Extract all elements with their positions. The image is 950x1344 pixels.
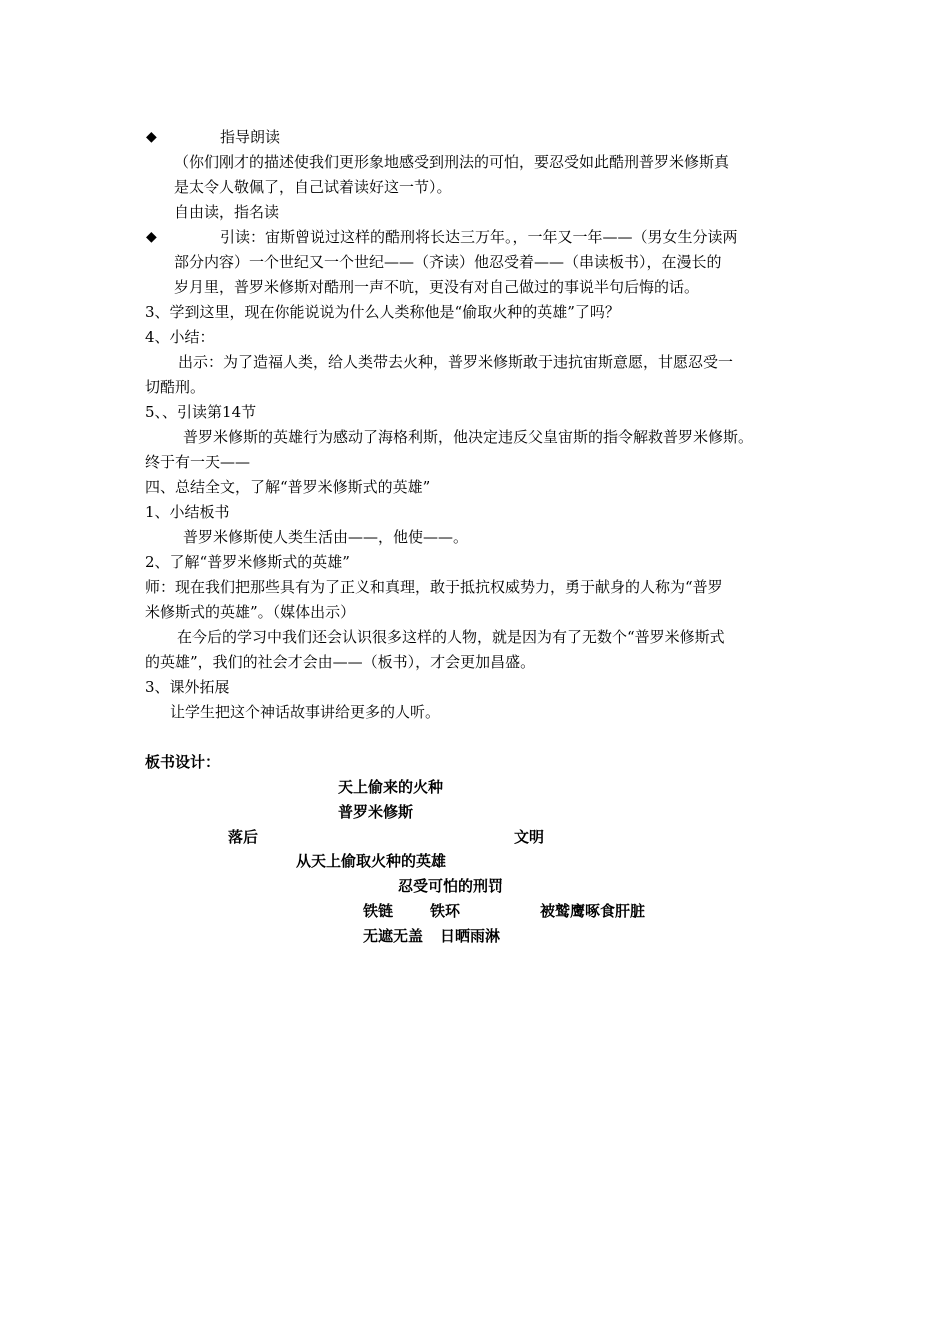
board-left: 落后 — [228, 828, 259, 846]
text-line: 2、了解“普罗米修斯式的英雄” — [145, 553, 350, 571]
board-title: 天上偷来的火种 — [338, 778, 444, 796]
text-line: 4、小结： — [145, 328, 215, 346]
text-line: 切酷刑。 — [145, 378, 206, 396]
bullet-icon: ◆ — [146, 229, 157, 245]
text-line: 引读：宙斯曾说过这样的酷刑将长达三万年。，一年又一年——（男女生分读两 — [220, 228, 738, 246]
board-name: 普罗米修斯 — [338, 803, 414, 821]
board-eagle: 被鹫鹰啄食肝脏 — [540, 902, 646, 920]
board-hero: 从天上偷取火种的英雄 — [296, 852, 447, 870]
text-line: （你们刚才的描述使我们更形象地感受到刑法的可怕，要忍受如此酷刑普罗米修斯真 — [174, 153, 730, 171]
text-line: 师：现在我们把那些具有为了正义和真理，敢于抵抗权威势力，勇于献身的人称为“普罗 — [145, 578, 723, 596]
text-line: 部分内容）一个世纪又一个世纪——（齐读）他忍受着——（串读板书），在漫长的 — [174, 253, 722, 271]
text-line: 1、小结板书 — [145, 503, 230, 521]
text-line: 自由读，指名读 — [174, 203, 280, 221]
board-chain: 铁链 — [363, 902, 394, 920]
text-line: 3、学到这里，现在你能说说为什么人类称他是“偷取火种的英雄”了吗？ — [145, 303, 620, 321]
text-line: 指导朗读 — [220, 128, 281, 146]
text-line: 3、课外拓展 — [145, 678, 230, 696]
text-line: 出示：为了造福人类，给人类带去火种，普罗米修斯敢于违抗宙斯意愿，甘愿忍受一 — [178, 353, 734, 371]
text-line: 的英雄”，我们的社会才会由——（板书），才会更加昌盛。 — [145, 653, 536, 671]
text-line: 岁月里，普罗米修斯对酷刑一声不吭，更没有对自己做过的事说半句后悔的话。 — [174, 278, 700, 296]
text-line: 米修斯式的英雄”。（媒体出示） — [145, 603, 356, 621]
board-endure: 忍受可怕的刑罚 — [398, 877, 504, 895]
text-line: 普罗米修斯使人类生活由——，他使——。 — [183, 528, 469, 546]
bullet-icon: ◆ — [146, 129, 157, 145]
text-line: 让学生把这个神话故事讲给更多的人听。 — [170, 703, 441, 721]
board-ring: 铁环 — [430, 902, 461, 920]
text-line: 普罗米修斯的英雄行为感动了海格利斯，他决定违反父皇宙斯的指令解救普罗米修斯。 — [183, 428, 754, 446]
text-line: 四、总结全文，了解“普罗米修斯式的英雄” — [145, 478, 431, 496]
text-line: 是太令人敬佩了，自己试着读好这一节）。 — [174, 178, 452, 196]
board-right: 文明 — [514, 828, 545, 846]
text-line: 在今后的学习中我们还会认识很多这样的人物，就是因为有了无数个“普罗米修斯式 — [177, 628, 725, 646]
text-line: 终于有一天—— — [145, 453, 251, 471]
board-weather: 日晒雨淋 — [440, 927, 501, 945]
text-line: 5、、引读第14节 — [145, 403, 257, 421]
board-exposed: 无遮无盖 — [363, 927, 424, 945]
board-design-heading: 板书设计： — [145, 753, 221, 771]
